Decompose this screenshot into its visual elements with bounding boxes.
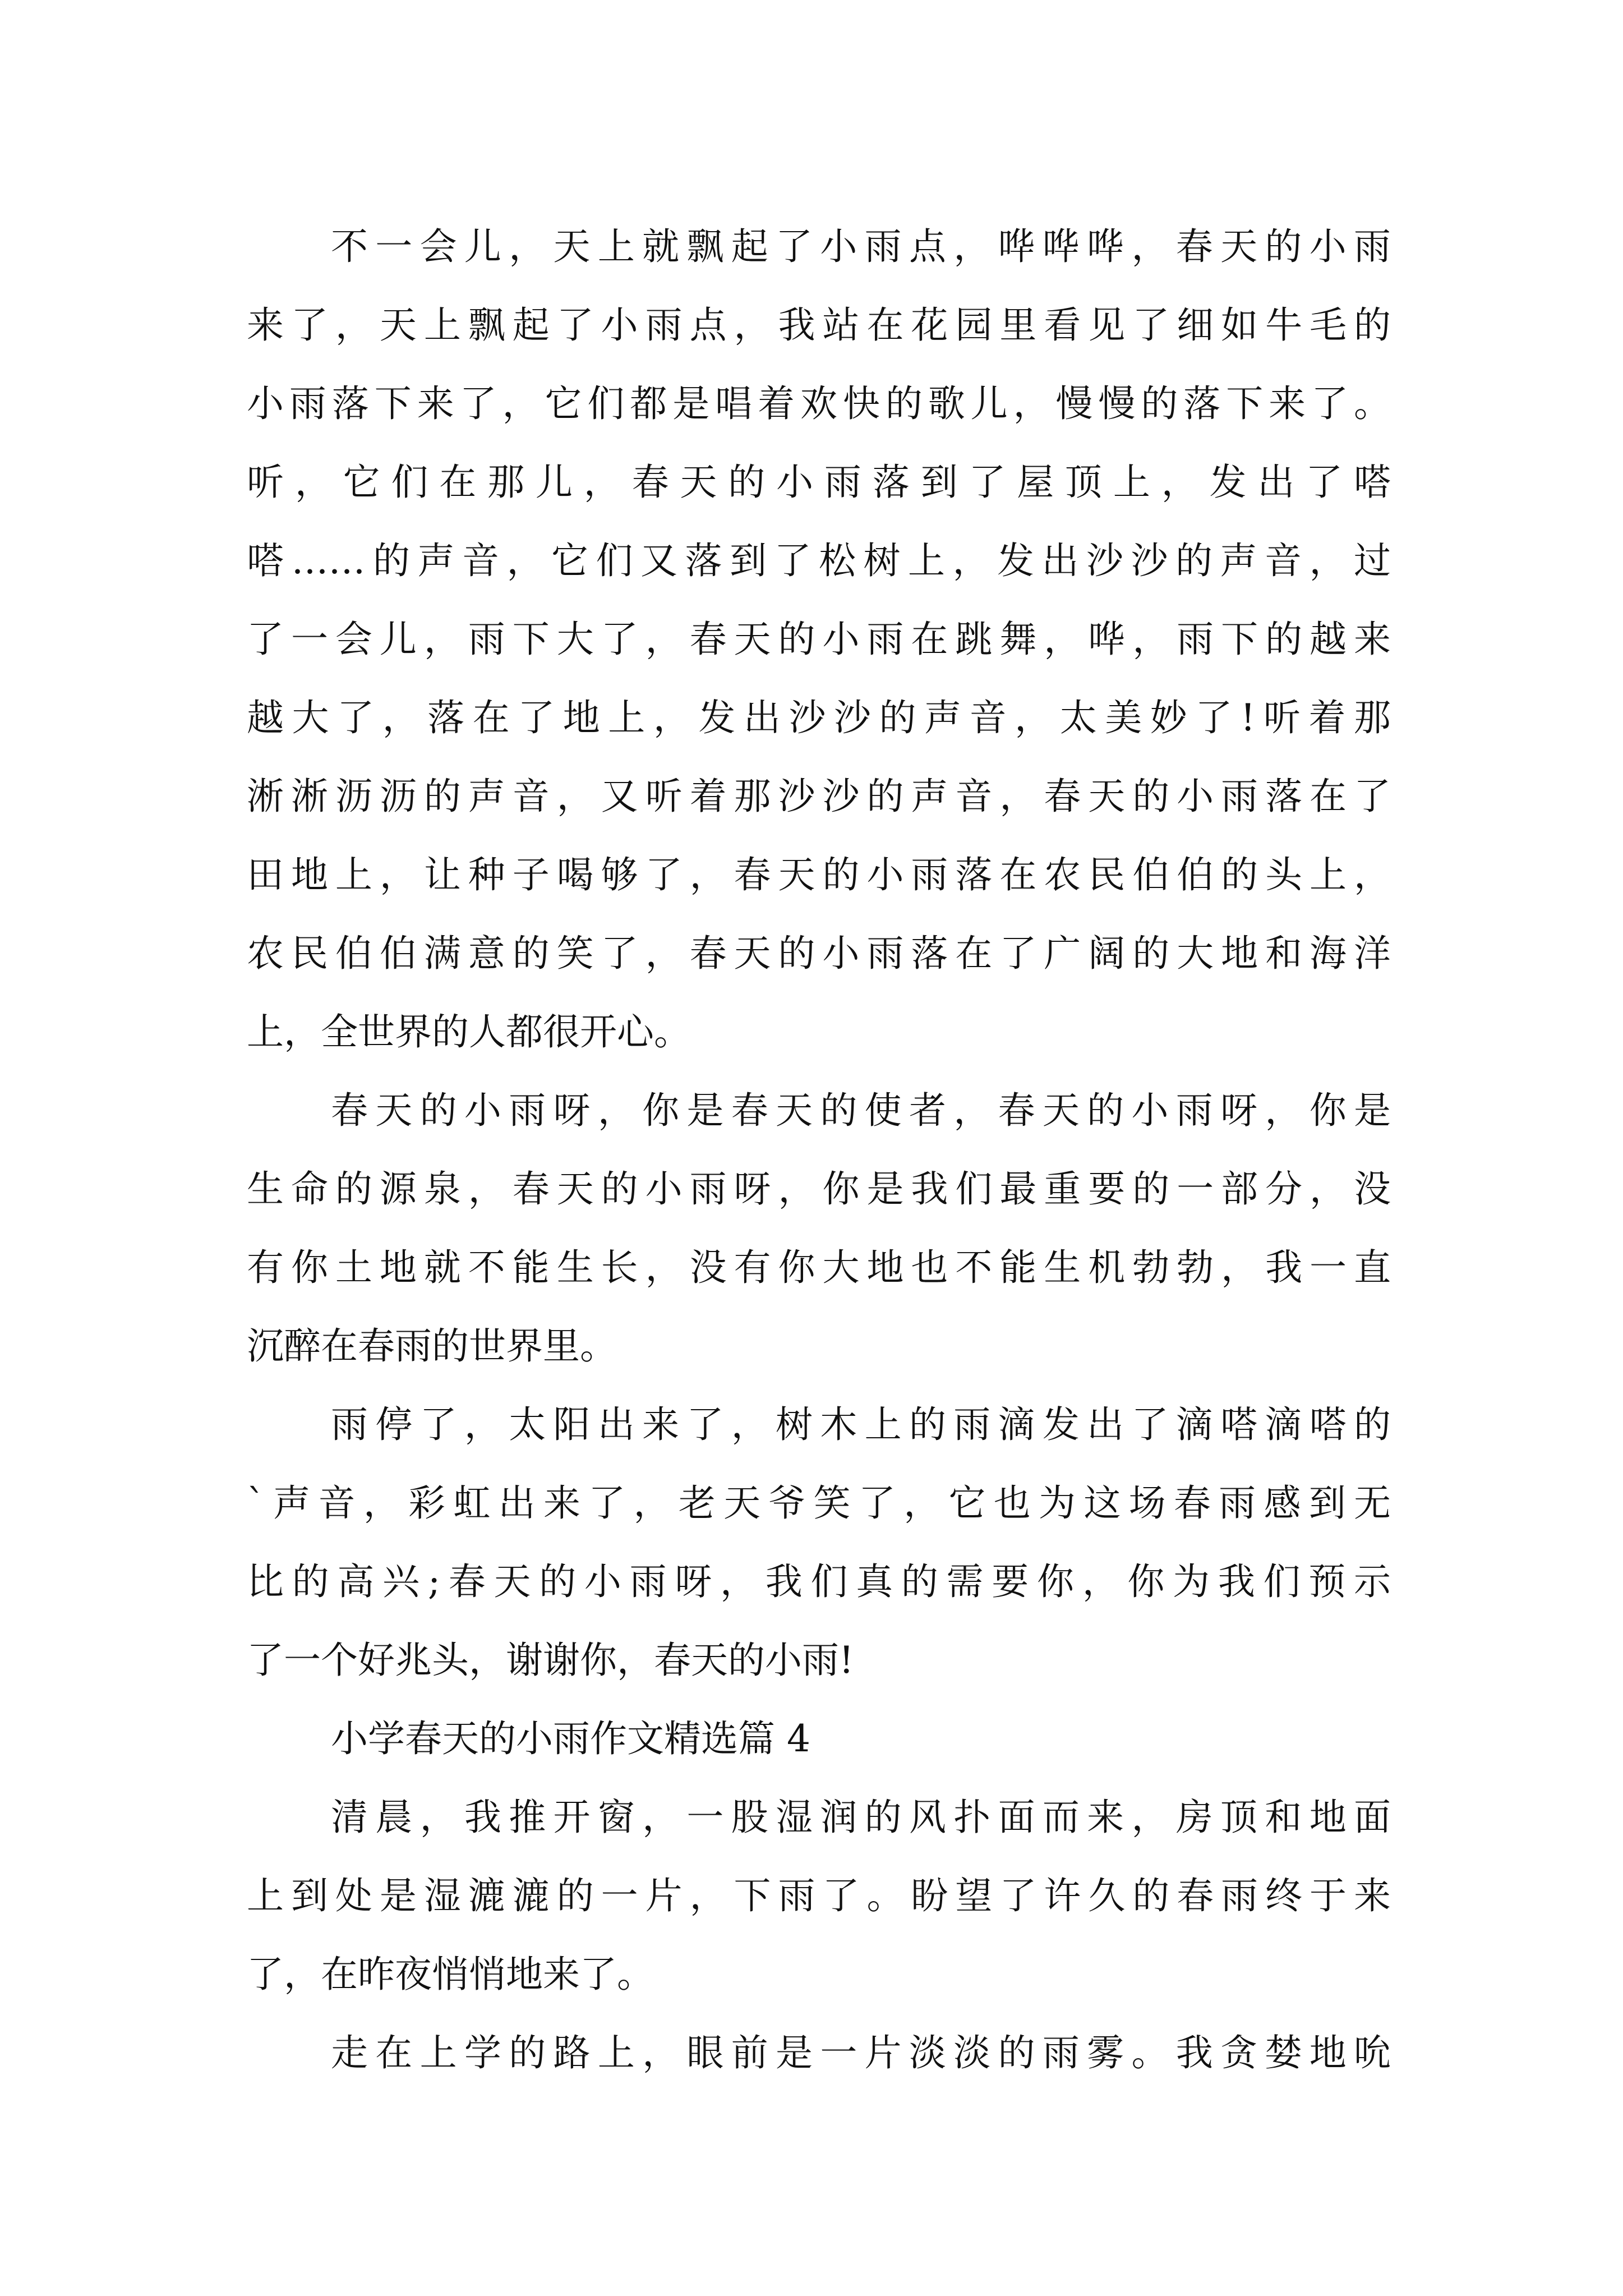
section-heading: 小学春天的小雨作文精选篇 4 xyxy=(331,1717,810,1760)
text-line: 嗒……的声音，它们又落到了松树上，发出沙沙的声音，过 xyxy=(247,539,1391,582)
text-line: 农民伯伯满意的笑了，春天的小雨落在了广阔的大地和海洋 xyxy=(247,932,1391,975)
text-line: 淅淅沥沥的声音，又听着那沙沙的声音，春天的小雨落在了 xyxy=(247,775,1391,818)
text-line: 不一会儿，天上就飘起了小雨点，哗哗哗，春天的小雨 xyxy=(331,225,1391,268)
text-line: 沉醉在春雨的世界里。 xyxy=(247,1324,617,1368)
text-line: `声音，彩虹出来了，老天爷笑了，它也为这场春雨感到无 xyxy=(247,1481,1391,1525)
essay-body xyxy=(247,208,1391,2092)
text-line: 了一会儿，雨下大了，春天的小雨在跳舞，哗，雨下的越来 xyxy=(247,618,1391,661)
text-line: 来了，天上飘起了小雨点，我站在花园里看见了细如牛毛的 xyxy=(247,303,1391,347)
text-line: 了，在昨夜悄悄地来了。 xyxy=(247,1953,654,1996)
text-line: 有你土地就不能生长，没有你大地也不能生机勃勃，我一直 xyxy=(247,1246,1391,1289)
text-line: 越大了，落在了地上，发出沙沙的声音，太美妙了!听着那 xyxy=(247,696,1391,739)
text-line: 了一个好兆头，谢谢你，春天的小雨! xyxy=(247,1639,854,1682)
text-line: 比的高兴;春天的小雨呀，我们真的需要你，你为我们预示 xyxy=(247,1560,1391,1603)
text-line: 听，它们在那儿，春天的小雨落到了屋顶上，发出了嗒 xyxy=(247,461,1391,504)
text-line: 上到处是湿漉漉的一片，下雨了。盼望了许久的春雨终于来 xyxy=(247,1874,1391,1917)
text-line: 生命的源泉，春天的小雨呀，你是我们最重要的一部分，没 xyxy=(247,1167,1391,1211)
text-line: 小雨落下来了，它们都是唱着欢快的歌儿，慢慢的落下来了。 xyxy=(247,382,1391,425)
text-line: 上，全世界的人都很开心。 xyxy=(247,1010,691,1053)
text-line: 雨停了，太阳出来了，树木上的雨滴发出了滴嗒滴嗒的 xyxy=(331,1403,1391,1446)
text-line: 春天的小雨呀，你是春天的使者，春天的小雨呀，你是 xyxy=(331,1089,1391,1132)
text-line: 走在上学的路上，眼前是一片淡淡的雨雾。我贪婪地吮 xyxy=(331,2031,1391,2074)
text-line: 清晨，我推开窗，一股湿润的风扑面而来，房顶和地面 xyxy=(331,1796,1391,1839)
text-line: 田地上，让种子喝够了，春天的小雨落在农民伯伯的头上， xyxy=(247,853,1391,896)
